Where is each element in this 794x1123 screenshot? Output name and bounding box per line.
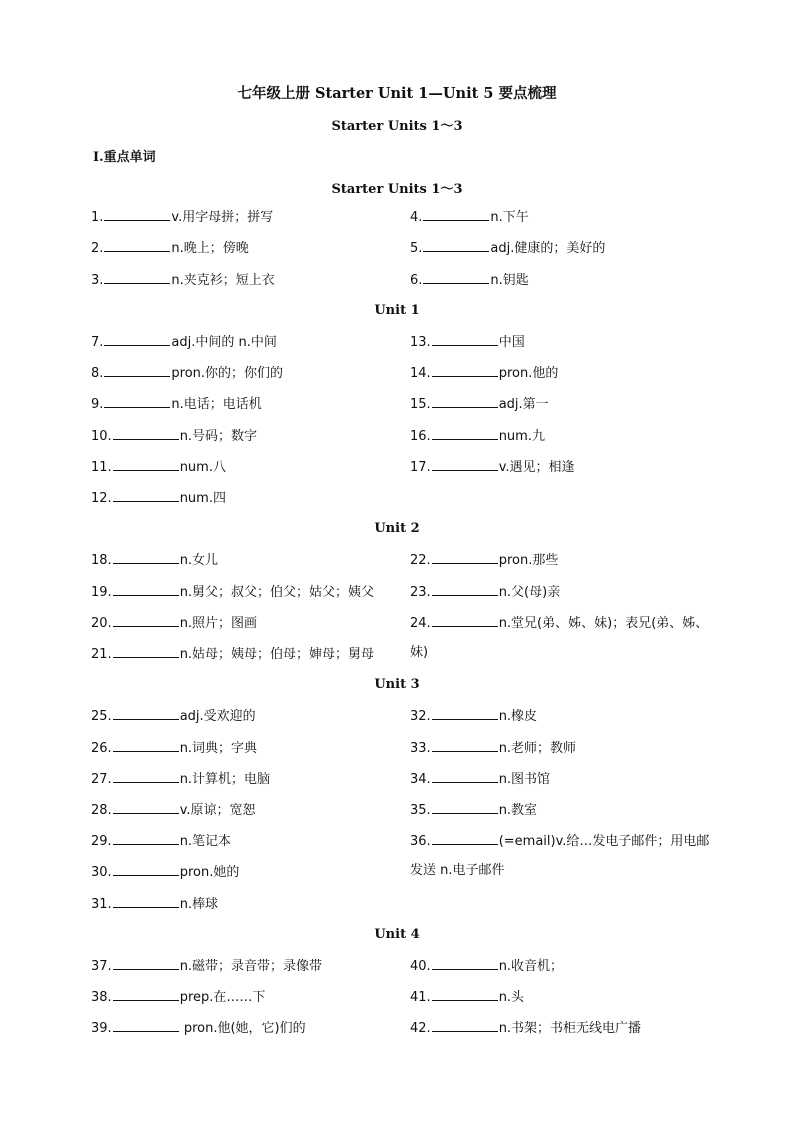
vocab-item: 12. num.四 bbox=[91, 491, 226, 506]
page-title: 七年级上册 Starter Unit 1—Unit 5 要点梳理 bbox=[237, 85, 557, 102]
answer-blank[interactable] bbox=[113, 770, 179, 783]
answer-blank[interactable] bbox=[113, 583, 179, 596]
vocab-item: 32. n.橡皮 bbox=[410, 709, 538, 724]
answer-blank[interactable] bbox=[432, 395, 498, 408]
answer-blank[interactable] bbox=[432, 770, 498, 783]
vocab-item: 3. n.夹克衫；短上衣 bbox=[91, 273, 275, 288]
unit-heading: Starter Units 1～3 bbox=[331, 182, 463, 197]
vocab-item: 20. n.照片；图画 bbox=[91, 616, 258, 631]
answer-blank[interactable] bbox=[432, 1019, 498, 1032]
vocab-item: 14. pron.他的 bbox=[410, 366, 559, 381]
answer-blank[interactable] bbox=[432, 832, 498, 845]
answer-blank[interactable] bbox=[113, 957, 179, 970]
answer-blank[interactable] bbox=[432, 427, 498, 440]
vocab-item: 37. n.磁带；录音带；录像带 bbox=[91, 959, 323, 974]
answer-blank[interactable] bbox=[104, 364, 170, 377]
vocab-item: 27. n.计算机；电脑 bbox=[91, 772, 271, 787]
vocab-item: 42. n.书架；书柜无线电广播 bbox=[410, 1021, 642, 1036]
vocab-item: 38. prep.在……下 bbox=[91, 990, 266, 1005]
answer-blank[interactable] bbox=[113, 801, 179, 814]
vocab-item: 18. n.女儿 bbox=[91, 553, 219, 568]
answer-blank[interactable] bbox=[432, 614, 498, 627]
answer-blank[interactable] bbox=[113, 551, 179, 564]
vocab-item: 24. n.堂兄(弟、姊、妹)；表兄(弟、姊、 bbox=[410, 616, 709, 631]
vocab-item: 8. pron.你的；你们的 bbox=[91, 366, 284, 381]
section-title: Ⅰ.重点单词 bbox=[93, 150, 156, 165]
vocab-item: 41. n.头 bbox=[410, 990, 525, 1005]
vocab-item: 5. adj.健康的；美好的 bbox=[410, 241, 606, 256]
answer-blank[interactable] bbox=[113, 739, 179, 752]
unit-heading: Unit 4 bbox=[374, 927, 420, 942]
vocab-item: 11. num.八 bbox=[91, 460, 226, 475]
answer-blank[interactable] bbox=[113, 832, 179, 845]
answer-blank[interactable] bbox=[113, 489, 179, 502]
answer-blank[interactable] bbox=[423, 239, 489, 252]
answer-blank[interactable] bbox=[432, 551, 498, 564]
vocab-item: 39. pron.他(她，它)们的 bbox=[91, 1021, 306, 1036]
vocab-item: 4. n.下午 bbox=[410, 210, 529, 225]
answer-blank[interactable] bbox=[104, 239, 170, 252]
answer-blank[interactable] bbox=[113, 645, 179, 658]
vocab-item: 13. 中国 bbox=[410, 335, 525, 350]
answer-blank[interactable] bbox=[113, 458, 179, 471]
vocab-item: 1. v.用字母拼；拼写 bbox=[91, 210, 274, 225]
answer-blank[interactable] bbox=[113, 707, 179, 720]
vocab-item: 17. v.遇见；相逢 bbox=[410, 460, 575, 475]
vocab-item: 40. n.收音机； bbox=[410, 959, 564, 974]
vocab-item: 31. n.棒球 bbox=[91, 897, 219, 912]
continuation-text: 发送 n.电子邮件 bbox=[410, 863, 505, 878]
answer-blank[interactable] bbox=[113, 427, 179, 440]
vocab-item: 29. n.笔记本 bbox=[91, 834, 232, 849]
answer-blank[interactable] bbox=[113, 863, 179, 876]
unit-heading: Unit 1 bbox=[374, 303, 420, 318]
page-subtitle: Starter Units 1～3 bbox=[331, 119, 463, 134]
vocab-item: 7. adj.中间的 n.中间 bbox=[91, 335, 277, 350]
answer-blank[interactable] bbox=[432, 333, 498, 346]
answer-blank[interactable] bbox=[104, 333, 170, 346]
unit-heading: Unit 2 bbox=[374, 521, 420, 536]
vocab-item: 21. n.姑母；姨母；伯母；婶母；舅母 bbox=[91, 647, 375, 662]
vocab-item: 19. n.舅父；叔父；伯父；姑父；姨父 bbox=[91, 585, 375, 600]
answer-blank[interactable] bbox=[104, 271, 170, 284]
vocab-item: 30. pron.她的 bbox=[91, 865, 240, 880]
vocab-item: 25. adj.受欢迎的 bbox=[91, 709, 256, 724]
answer-blank[interactable] bbox=[423, 271, 489, 284]
answer-blank[interactable] bbox=[104, 395, 170, 408]
continuation-text: 妹) bbox=[410, 645, 429, 660]
vocab-item: 9. n.电话；电话机 bbox=[91, 397, 262, 412]
vocab-item: 34. n.图书馆 bbox=[410, 772, 551, 787]
vocab-item: 35. n.教室 bbox=[410, 803, 538, 818]
answer-blank[interactable] bbox=[113, 614, 179, 627]
answer-blank[interactable] bbox=[432, 988, 498, 1001]
answer-blank[interactable] bbox=[432, 364, 498, 377]
answer-blank[interactable] bbox=[113, 895, 179, 908]
vocab-item: 28. v.原谅；宽恕 bbox=[91, 803, 256, 818]
vocab-item: 33. n.老师；教师 bbox=[410, 741, 577, 756]
vocab-item: 26. n.词典；字典 bbox=[91, 741, 258, 756]
answer-blank[interactable] bbox=[113, 988, 179, 1001]
vocab-item: 15. adj.第一 bbox=[410, 397, 549, 412]
answer-blank[interactable] bbox=[432, 583, 498, 596]
answer-blank[interactable] bbox=[432, 957, 498, 970]
unit-heading: Unit 3 bbox=[374, 677, 420, 692]
answer-blank[interactable] bbox=[432, 739, 498, 752]
vocab-item: 10. n.号码；数字 bbox=[91, 429, 258, 444]
answer-blank[interactable] bbox=[432, 458, 498, 471]
vocab-item: 36. (=email)v.给…发电子邮件；用电邮 bbox=[410, 834, 710, 849]
vocab-item: 2. n.晚上；傍晚 bbox=[91, 241, 249, 256]
answer-blank[interactable] bbox=[432, 801, 498, 814]
vocab-item: 6. n.钥匙 bbox=[410, 273, 529, 288]
answer-blank[interactable] bbox=[113, 1019, 179, 1032]
answer-blank[interactable] bbox=[104, 208, 170, 221]
vocab-item: 16. num.九 bbox=[410, 429, 545, 444]
answer-blank[interactable] bbox=[423, 208, 489, 221]
vocab-item: 23. n.父(母)亲 bbox=[410, 585, 561, 600]
answer-blank[interactable] bbox=[432, 707, 498, 720]
vocab-item: 22. pron.那些 bbox=[410, 553, 559, 568]
